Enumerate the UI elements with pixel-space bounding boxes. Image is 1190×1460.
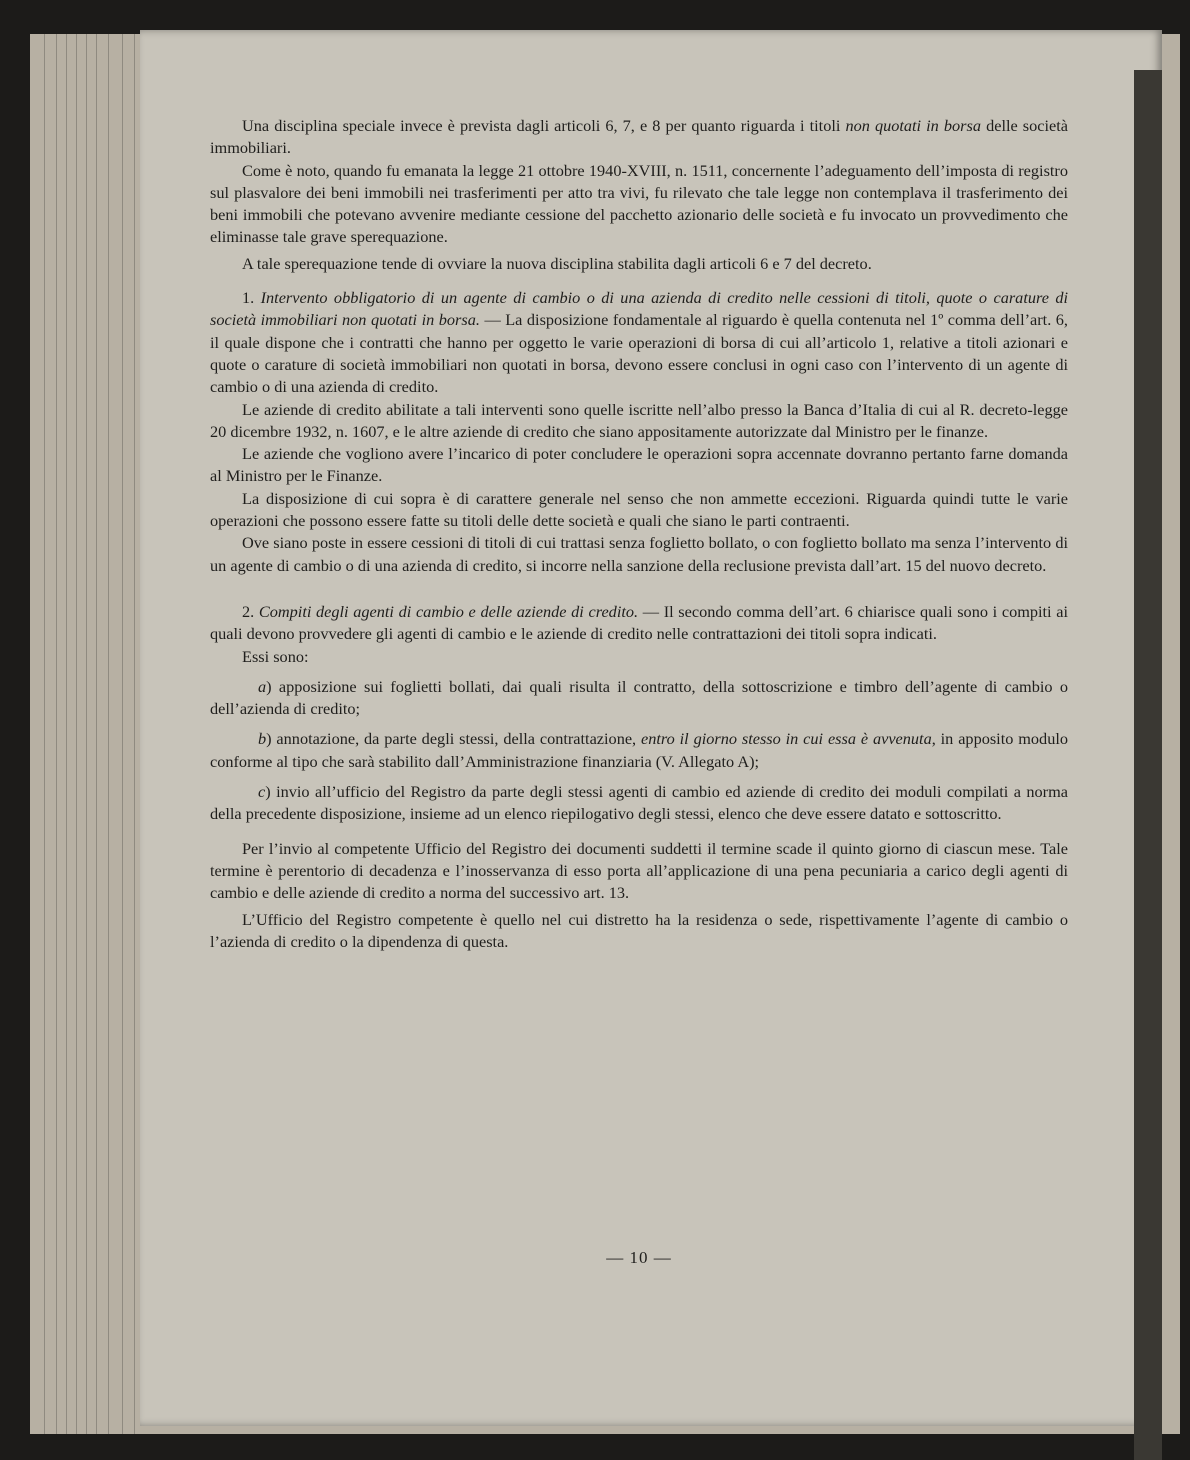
paragraph <box>210 838 1068 905</box>
page-edge <box>56 34 57 1434</box>
paragraph <box>210 253 1068 275</box>
page-number: — 10 — <box>606 1248 672 1267</box>
text-run: Le aziende di credito abilitate a tali interventi sono quelle iscritte nell’albo presso la Banca d’Italia di cui al R. decreto-legge 20 dicembre 1932, n. 1607, e le altre aziende di credito che siano appositamente autorizzate dal Ministro per le finanze. <box>210 399 1068 441</box>
paragraph <box>210 399 1068 444</box>
italic-text: entro il giorno stesso in cui essa è avvenuta <box>641 729 932 749</box>
page-body <box>210 115 1068 953</box>
list-item-b <box>210 728 1068 773</box>
list-item-c <box>210 781 1068 826</box>
paragraph <box>210 443 1068 488</box>
text-run: — Il secondo comma dell’art. 6 chiarisce quali sono i compiti ai quali devono provvedere gli agenti di cambio e le aziende di credito nelle contrattazioni dei titoli sopra indicati. <box>210 601 1069 644</box>
paragraph <box>210 646 1068 668</box>
italic-text: Intervento obbligatorio di un agente di cambio o di una azienda di credito nelle cessioni di titoli, quote o carature di società immobiliari non quotati in borsa. <box>210 288 1069 330</box>
paragraph <box>210 909 1068 954</box>
text-run: — La disposizione fondamentale al riguardo è quella contenuta nel 1º comma dell’art. 6, il quale dispone che i contratti che hanno per oggetto le varie operazioni di borsa di cui all’articolo 1, relative a titoli azionari e quote o carature di società immobiliari non quotati in borsa, devono essere conclusi in ogni caso con l’intervento di un agente di cambio o di una azienda di credito. <box>210 310 1068 397</box>
text-run: La disposizione di cui sopra è di carattere generale nel senso che non ammette eccezioni. Riguarda quindi tutte le varie operazioni che possono essere fatte su titoli delle dette società e quali che siano le parti contraenti. <box>210 488 1068 531</box>
italic-text: non quotati in borsa <box>845 116 981 135</box>
text-run: Essi sono: <box>242 646 309 666</box>
text-run: ) invio all’ufficio del Registro da parte degli stessi agenti di cambio ed aziende di credito dei moduli compilati a norma della precedente disposizione, insieme ad un elenco riepilogativo degli stessi, elenco che deve essere datato e sottoscritto. <box>210 782 1068 824</box>
text-run: Per l’invio al competente Ufficio del Registro dei documenti suddetti il termine scade il quinto giorno di ciascun mese. Tale termine è perentorio di decadenza e l’inosservanza di esso porta all’applicazione di una pena pecuniaria a carico degli agenti di cambio e delle aziende di credito a norma del successivo art. 13. <box>210 838 1068 903</box>
text-run: Le aziende che vogliono avere l’incarico di poter concludere le operazioni sopra accennate dovranno pertanto farne domanda al Ministro per le Finanze. <box>210 444 1068 486</box>
text-run: 2. <box>242 601 259 621</box>
page-edge <box>108 34 109 1434</box>
page-edge <box>122 34 123 1434</box>
page-gutter-shadow <box>1134 70 1162 1460</box>
page-edge <box>66 34 67 1434</box>
text-run: Come è noto, quando fu emanata la legge 21 ottobre 1940-XVIII, n. 1511, concernente l’adeguamento dell’imposta di registro sul plasvalore dei beni immobili nei trasferimenti per atto tra vivi, fu rilevato che tale legge non contemplava il trasferimento dei beni immobili che potevano avvenire mediante cessione del pacchetto azionario delle società e fu invocato un provvedimento che eliminasse tale grave sperequazione. <box>210 160 1068 247</box>
list-item-a <box>210 676 1068 721</box>
section-1-paragraph <box>210 287 1068 398</box>
paragraph <box>210 160 1068 249</box>
text-run: Una disciplina speciale invece è prevista dagli articoli 6, 7, e 8 per quanto riguarda i titoli <box>242 116 846 135</box>
page-edge <box>44 34 45 1434</box>
page-edge <box>76 34 77 1434</box>
italic-text: c <box>258 782 266 802</box>
text-run: ) annotazione, da parte degli stessi, della contrattazione, <box>266 729 642 749</box>
page-edge <box>96 34 97 1434</box>
italic-text: Compiti degli agenti di cambio e delle aziende di credito. <box>258 601 639 621</box>
page-edge <box>86 34 87 1434</box>
italic-text: a <box>258 676 267 696</box>
paragraph <box>210 488 1068 533</box>
text-run: ) apposizione sui foglietti bollati, dai quali risulta il contratto, della sottoscrizione e timbro dell’agente di cambio o dell’azienda di credito; <box>210 676 1068 719</box>
section-2-paragraph <box>210 601 1068 646</box>
text-run: delle società immobiliari. <box>210 116 1068 158</box>
text-run: Ove siano poste in essere cessioni di titoli di cui trattasi senza foglietto bollato, o con foglietto bollato ma senza l’intervento di un agente di cambio o di una azienda di credito, si incorre nella sanzione della reclusione prevista dall’art. 15 del nuovo decreto. <box>210 533 1068 575</box>
text-run: , in apposito modulo conforme al tipo che sarà stabilito dall’Amministrazione finanziaria (V. Allegato A); <box>210 729 1068 771</box>
paragraph <box>210 532 1068 577</box>
page-edge <box>134 34 135 1434</box>
text-run: A tale sperequazione tende di ovviare la nuova disciplina stabilita dagli articoli 6 e 7 del decreto. <box>242 253 872 273</box>
italic-text: b <box>258 729 267 749</box>
text-run: 1. <box>242 288 261 308</box>
paragraph <box>210 115 1068 160</box>
text-run: L’Ufficio del Registro competente è quello nel cui distretto ha la residenza o sede, rispettivamente l’agente di cambio o l’azienda di credito o la dipendenza di questa. <box>210 909 1068 951</box>
